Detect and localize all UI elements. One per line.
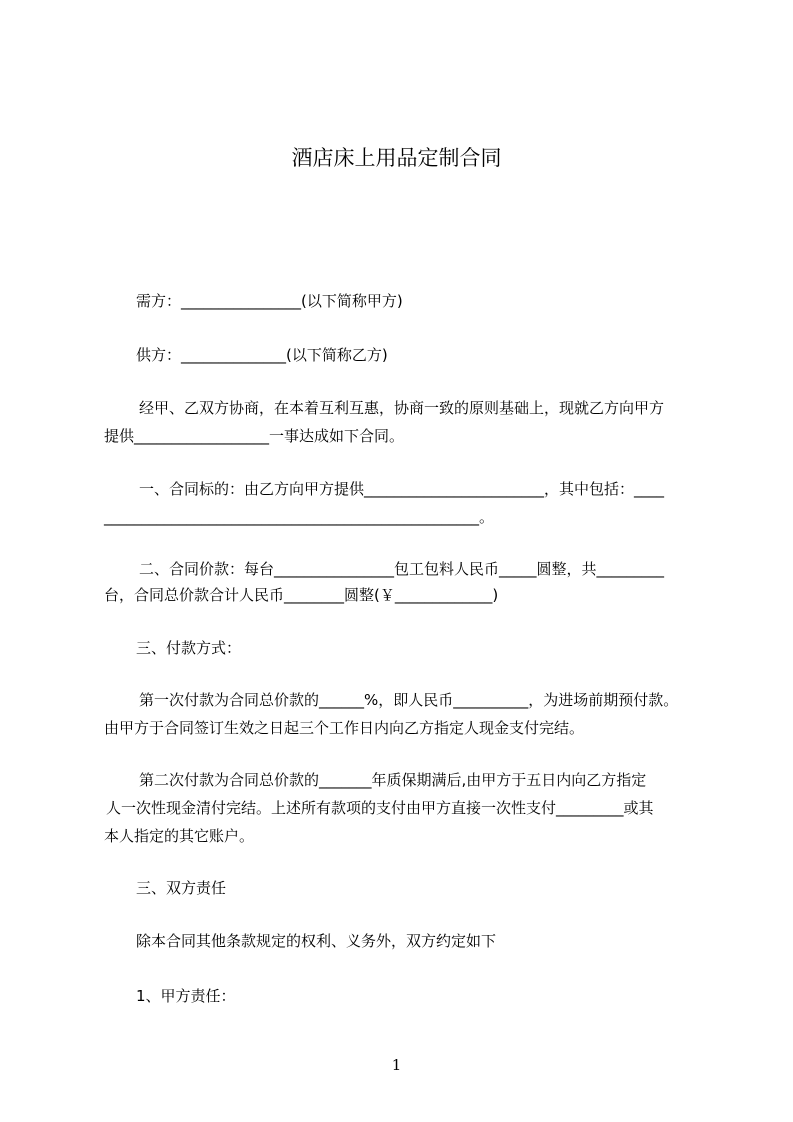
- payment-1-line-2: 由甲方于合同签订生效之日起三个工作日内向乙方指定人现金支付完结。: [104, 719, 585, 737]
- clause-2-line-1: 二、合同价款：每台________________包工包料人民币_____圆整，共_________: [139, 560, 665, 578]
- clause-2-line-2: 台，合同总价款合计人民币________圆整(￥_____________): [104, 586, 499, 604]
- payment-2-line-1: 第二次付款为合同总价款的_______年质保期满后,由甲方于五日内向乙方指定: [139, 771, 647, 789]
- payment-1-line-1: 第一次付款为合同总价款的______%，即人民币__________，为进场前期预付款。: [139, 691, 679, 709]
- preamble-line-2: 提供__________________一事达成如下合同。: [104, 427, 405, 445]
- clause-3-heading: 三、付款方式：: [136, 639, 242, 657]
- document-title: 酒店床上用品定制合同: [291, 146, 502, 170]
- preamble-line-1: 经甲、乙双方协商，在本着互利互惠，协商一致的原则基础上，现就乙方向甲方: [139, 399, 665, 417]
- page-number: 1: [391, 1056, 402, 1074]
- clause-1-line-1: 一、合同标的：由乙方向甲方提供________________________，其中包括：____: [139, 480, 665, 498]
- supply-party-line: 供方：______________(以下简称乙方): [136, 346, 388, 364]
- payment-2-line-2: 人一次性现金清付完结。上述所有款项的支付由甲方直接一次性支付_________或其: [106, 799, 654, 817]
- demand-party-line: 需方：________________(以下简称甲方): [136, 292, 403, 310]
- responsibilities-heading: 三、双方责任: [136, 879, 227, 897]
- clause-1-line-2: __________________________________________________。: [104, 508, 495, 526]
- payment-2-line-3: 本人指定的其它账户。: [104, 827, 255, 845]
- responsibilities-intro: 除本合同其他条款规定的权利、义务外，双方约定如下: [136, 932, 497, 950]
- party-a-responsibility-heading: 1、甲方责任：: [136, 987, 236, 1005]
